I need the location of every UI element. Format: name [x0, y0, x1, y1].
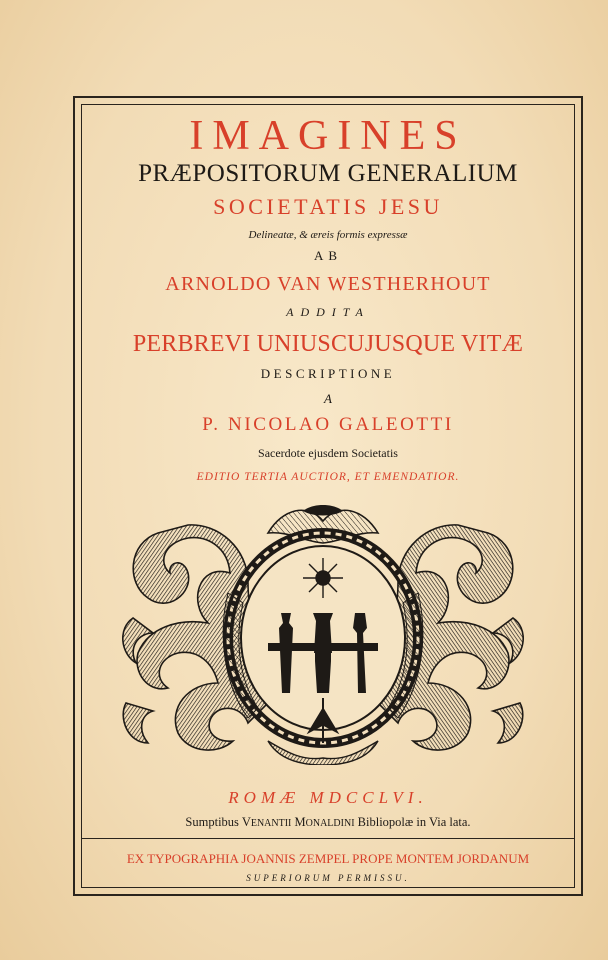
- imprint-place-date: ROMÆ MDCCLVI.: [228, 788, 428, 807]
- author-galeotti: P. NICOLAO GALEOTTI: [202, 414, 454, 435]
- text-ab: AB: [313, 248, 343, 263]
- ornament-cartouche-image: [118, 503, 528, 765]
- imprint-divider: [81, 838, 575, 839]
- text-addita: ADDITA: [286, 305, 370, 319]
- imprint-name2-initial: M: [294, 815, 306, 829]
- imprint-seller: [81, 814, 575, 832]
- imprint-name1-rest: ENANTII: [250, 818, 292, 829]
- author-description: Sacerdote ejusdem Societatis: [258, 446, 398, 460]
- imprint-name1-initial: V: [241, 815, 251, 829]
- printer-statement: EX TYPOGRAPHIA JOANNIS ZEMPEL PROPE MONTEM JORDANUM: [126, 851, 530, 866]
- title-societatis: SOCIETATIS JESU: [213, 194, 443, 219]
- permission-statement: SUPERIORUM PERMISSU.: [246, 873, 410, 883]
- text-descriptione: DESCRIPTIONE: [260, 366, 396, 381]
- imprint-name2-rest: ONALDINI: [305, 818, 355, 829]
- page-border-inner: [81, 104, 575, 888]
- title-perbrevi: PERBREVI UNIUSCUJUSQUE VITÆ: [132, 331, 524, 357]
- title-praepositorum: PRÆPOSITORUM GENERALIUM: [138, 160, 518, 187]
- imprint-seller-after: Bibliopolæ in Via lata.: [354, 815, 471, 829]
- title-imagines: IMAGINES: [189, 113, 467, 159]
- subtitle-delineatae: Delineatæ, & æreis formis expressæ: [248, 229, 408, 241]
- author-westherhout: ARNOLDO VAN WESTHERHOUT: [165, 273, 491, 295]
- text-a: A: [324, 391, 332, 406]
- edition-statement: EDITIO TERTIA AUCTIOR, ET EMENDATIOR.: [196, 471, 460, 483]
- imprint-seller-before: Sumptibus: [185, 815, 242, 829]
